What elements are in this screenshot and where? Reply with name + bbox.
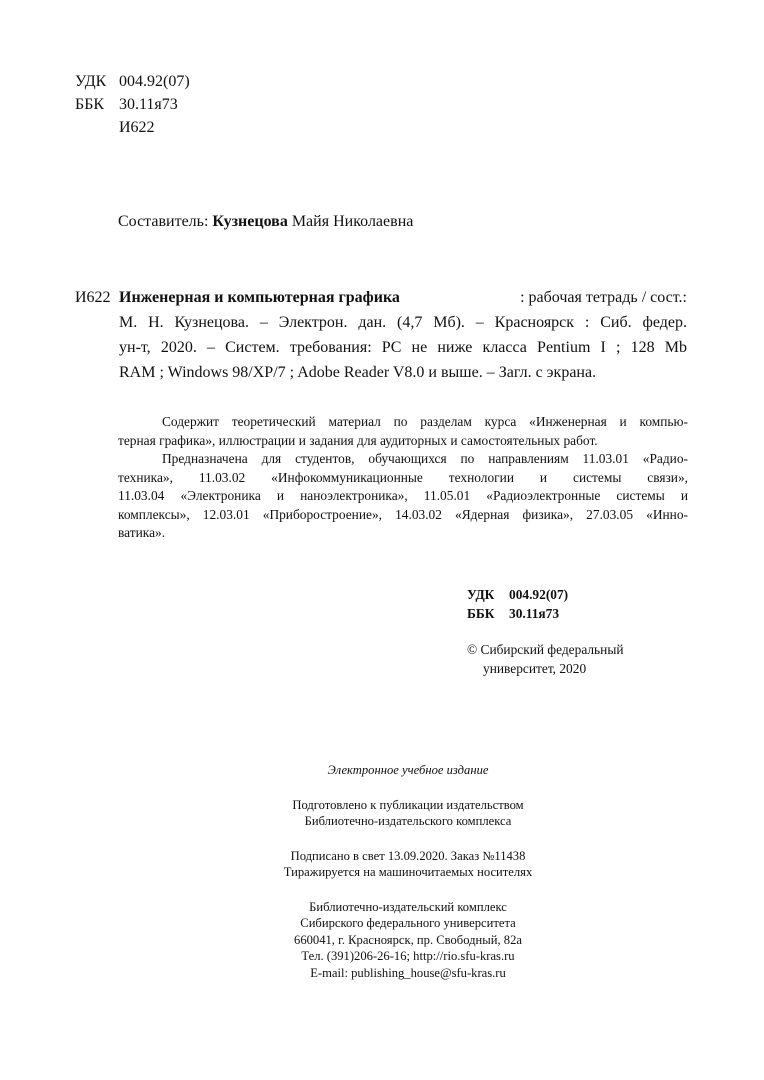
replicated-line: Тиражируется на машиночитаемых носителях <box>283 865 533 879</box>
udk-value: 004.92(07) <box>509 587 569 602</box>
publisher-phone-web: Тел. (391)206-26-16; http://rio.sfu-kras.ru <box>301 949 515 963</box>
udk-bbk-block-bottom <box>467 585 568 623</box>
annotation-paragraph-2 <box>118 450 688 543</box>
bibliographic-record <box>75 285 687 385</box>
edition-type: Электронное учебное издание <box>327 763 489 777</box>
imprint <box>200 762 616 981</box>
publisher-address: 660041, г. Красноярск, пр. Свободный, 82а <box>294 932 522 947</box>
compiler-line <box>118 213 413 231</box>
bbk-row <box>75 93 190 116</box>
annotation-line: ватика». <box>118 525 166 540</box>
biblio-line3: ун-т, 2020. – Систем. требования: PC не ниже класса Pentium I ; 128 Mb <box>119 339 687 356</box>
biblio-line1-rest: : рабочая тетрадь / сост.: <box>520 289 687 306</box>
annotation-line: 11.03.04 «Электроника и наноэлектроника», 11.05.01 «Радиоэлектронные системы и <box>118 488 688 503</box>
biblio-first-line <box>75 285 687 310</box>
udk-label: УДК <box>467 587 495 602</box>
biblio-code: И622 <box>75 289 111 306</box>
annotation-paragraph-1 <box>118 413 688 450</box>
annotation-line: Предназначена для студентов, обучающихся по направлениям 11.03.01 «Радио- <box>162 451 688 466</box>
biblio-line2: М. Н. Кузнецова. – Электрон. дан. (4,7 Мб). – Красноярск : Сиб. федер. <box>119 314 687 331</box>
prepared-line-2: Библиотечно-издательского комплекса <box>304 814 512 828</box>
compiler-surname: Кузнецова <box>212 213 288 230</box>
annotation-line: терная графика», иллюстрации и задания для аудиторных и самостоятельных работ. <box>118 432 598 448</box>
book-title: Инженерная и компьютерная графика <box>119 289 400 306</box>
bbk-label: ББК <box>75 96 105 113</box>
signed-line: Подписано в свет 13.09.2020. Заказ №11438 <box>290 848 526 863</box>
copyright-line-1: © Сибирский федеральный <box>467 642 624 657</box>
bbk-value: 30.11я73 <box>509 606 560 621</box>
bbk-label: ББК <box>467 606 495 621</box>
udk-value: 004.92(07) <box>119 73 190 90</box>
annotation-line: техника», 11.03.02 «Инфокоммуникационные технологии и системы связи», <box>118 469 688 485</box>
annotation <box>118 413 688 543</box>
compiler-name: Майя Николаевна <box>291 213 414 230</box>
bbk-value: 30.11я73 <box>119 96 178 113</box>
publisher-line-1: Библиотечно-издательский комплекс <box>309 899 507 914</box>
copyright-line-2: университет, 2020 <box>483 661 587 676</box>
annotation-line: Содержит теоретический материал по разделам курса «Инженерная и компью- <box>162 414 688 429</box>
udk-row <box>75 70 190 93</box>
prepared-line-1: Подготовлено к публикации издательством <box>292 797 524 812</box>
publisher-line-2: Сибирского федерального университета <box>300 916 516 930</box>
publisher-email: E-mail: publishing_house@sfu-kras.ru <box>310 965 506 980</box>
annotation-line: комплексы», 12.03.01 «Приборостроение», 14.03.02 «Ядерная физика», 27.03.05 «Инно- <box>118 506 688 522</box>
copyright-notice <box>467 640 624 678</box>
biblio-line4: RAM ; Windows 98/XP/7 ; Adobe Reader V8.0 и выше. – Загл. с экрана. <box>119 364 597 381</box>
udk-bbk-block-top <box>75 70 190 139</box>
author-index: И622 <box>119 119 155 136</box>
udk-label: УДК <box>75 73 107 90</box>
compiler-label: Составитель: <box>118 213 209 230</box>
